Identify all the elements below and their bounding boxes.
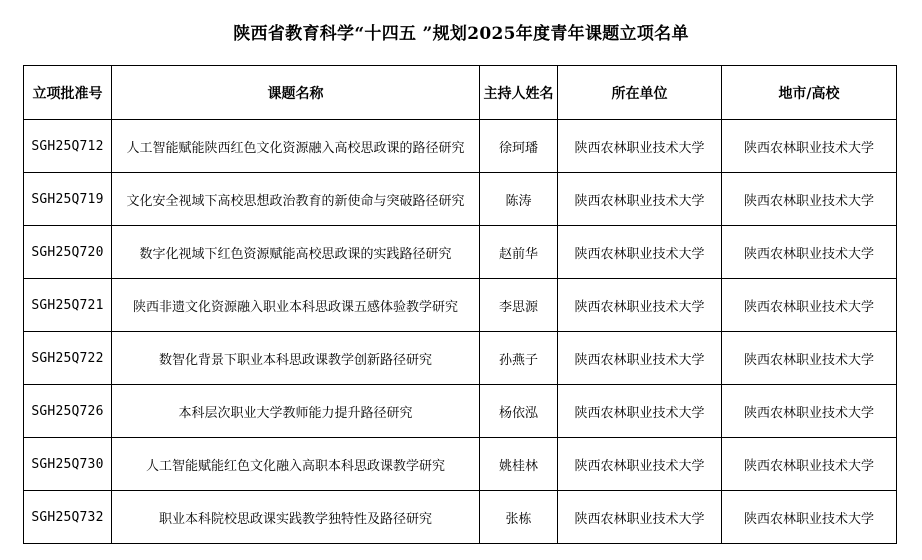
topic-cell: 职业本科院校思政课实践教学独特性及路径研究 — [112, 491, 480, 544]
table-row — [24, 491, 897, 544]
topic-cell: 数字化视域下红色资源赋能高校思政课的实践路径研究 — [112, 226, 480, 279]
approval-no-cell: SGH25Q712 — [24, 120, 112, 173]
unit-cell: 陕西农林职业技术大学 — [558, 332, 722, 385]
unit-cell: 陕西农林职业技术大学 — [558, 385, 722, 438]
topic-cell: 人工智能赋能红色文化融入高职本科思政课教学研究 — [112, 438, 480, 491]
table-row — [24, 173, 897, 226]
city-cell: 陕西农林职业技术大学 — [722, 226, 897, 279]
unit-cell: 陕西农林职业技术大学 — [558, 173, 722, 226]
approval-no-cell: SGH25Q732 — [24, 491, 112, 544]
city-cell: 陕西农林职业技术大学 — [722, 438, 897, 491]
unit-cell: 陕西农林职业技术大学 — [558, 226, 722, 279]
city-cell: 陕西农林职业技术大学 — [722, 332, 897, 385]
approval-no-cell: SGH25Q721 — [24, 279, 112, 332]
host-cell: 陈涛 — [480, 173, 558, 226]
header-approval-no: 立项批准号 — [24, 66, 112, 120]
unit-cell: 陕西农林职业技术大学 — [558, 491, 722, 544]
unit-cell: 陕西农林职业技术大学 — [558, 120, 722, 173]
topic-cell: 人工智能赋能陕西红色文化资源融入高校思政课的路径研究 — [112, 120, 480, 173]
host-cell: 孙燕子 — [480, 332, 558, 385]
approval-no-cell: SGH25Q726 — [24, 385, 112, 438]
table-row — [24, 120, 897, 173]
table-header-row — [24, 66, 897, 120]
city-cell: 陕西农林职业技术大学 — [722, 491, 897, 544]
approval-no-cell: SGH25Q722 — [24, 332, 112, 385]
unit-cell: 陕西农林职业技术大学 — [558, 279, 722, 332]
approval-no-cell: SGH25Q730 — [24, 438, 112, 491]
project-list-table — [23, 65, 897, 544]
header-topic: 课题名称 — [112, 66, 480, 120]
city-cell: 陕西农林职业技术大学 — [722, 279, 897, 332]
table-row — [24, 438, 897, 491]
host-cell: 杨依泓 — [480, 385, 558, 438]
topic-cell: 陕西非遗文化资源融入职业本科思政课五感体验教学研究 — [112, 279, 480, 332]
table-row — [24, 279, 897, 332]
table-row — [24, 385, 897, 438]
city-cell: 陕西农林职业技术大学 — [722, 173, 897, 226]
host-cell: 李思源 — [480, 279, 558, 332]
header-unit: 所在单位 — [558, 66, 722, 120]
topic-cell: 文化安全视域下高校思想政治教育的新使命与突破路径研究 — [112, 173, 480, 226]
host-cell: 张栋 — [480, 491, 558, 544]
host-cell: 徐珂璠 — [480, 120, 558, 173]
header-city: 地市/高校 — [722, 66, 897, 120]
topic-cell: 数智化背景下职业本科思政课教学创新路径研究 — [112, 332, 480, 385]
topic-cell: 本科层次职业大学教师能力提升路径研究 — [112, 385, 480, 438]
table-row — [24, 332, 897, 385]
city-cell: 陕西农林职业技术大学 — [722, 120, 897, 173]
document-title: 陕西省教育科学“十四五 ”规划2025年度青年课题立项名单 — [233, 24, 689, 44]
unit-cell: 陕西农林职业技术大学 — [558, 438, 722, 491]
city-cell: 陕西农林职业技术大学 — [722, 385, 897, 438]
approval-no-cell: SGH25Q719 — [24, 173, 112, 226]
table-row — [24, 226, 897, 279]
host-cell: 赵前华 — [480, 226, 558, 279]
approval-no-cell: SGH25Q720 — [24, 226, 112, 279]
host-cell: 姚桂林 — [480, 438, 558, 491]
header-host: 主持人姓名 — [480, 66, 558, 120]
